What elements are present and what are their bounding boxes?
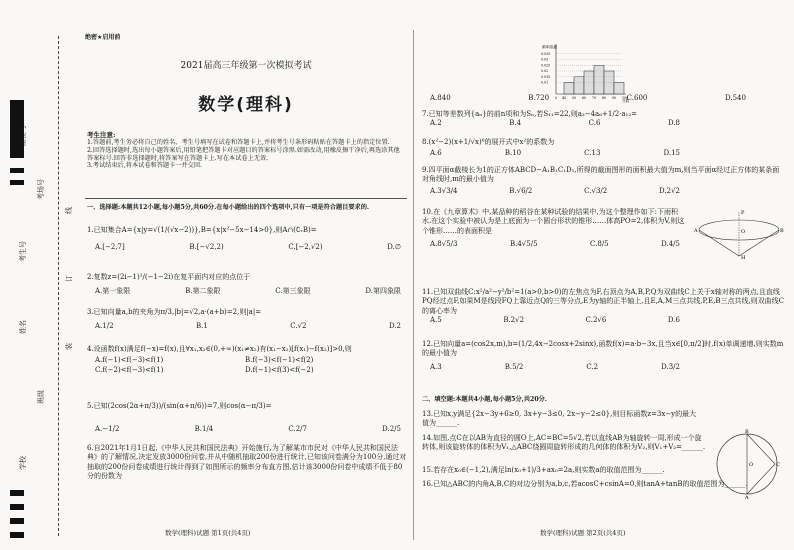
sidebar-label: 班级 — [37, 390, 45, 404]
histogram-bar — [594, 65, 604, 94]
option: B.4√5/5 — [509, 240, 538, 249]
question-14: 14.如图,点C在以AB为直径的圆O上,AC=BC=5√2,若以直线AB为轴旋转一周,形成一个旋转体,则该旋转体的体积为V₁,△ABC绕圆周旋转形成的几何体的体积为V₂,则V₁+V₂=______. — [422, 434, 706, 452]
option: B.f(−3)<f(−1)<f(2) — [245, 356, 314, 365]
y-tick-label: 0.02 — [541, 69, 549, 74]
binding-bar — [10, 180, 24, 185]
option: A.8√5/3 — [430, 240, 458, 249]
x-tick-label: 90 — [612, 96, 617, 100]
option: A.5 — [430, 316, 442, 325]
option: C.2 — [586, 362, 599, 371]
option: A.2 — [430, 119, 442, 128]
option: A.6 — [430, 149, 442, 158]
question-5 — [87, 402, 407, 435]
option: D.2√2 — [659, 186, 680, 195]
option: C.f(−2)<f(−3)<f(1) — [95, 365, 164, 374]
option: B.[−√2,2) — [189, 243, 224, 252]
question-stem: 5.已知(2cos(2α+π/3))/(sin(α+π/6))=7,则cos(α−π/3)= — [87, 402, 272, 410]
sidebar-label: 考生号 — [19, 241, 27, 262]
question-9 — [422, 166, 782, 196]
binding-line — [58, 36, 59, 536]
option: A.−1/2 — [95, 425, 120, 434]
binding-bar — [10, 532, 24, 538]
page-1 — [85, 30, 407, 545]
question-8 — [422, 138, 782, 159]
instruction-item: 1.答题前,考生务必将自己的姓名、考生号填写在试卷和答题卡上,并将考生号条形码粘贴在答题卡上的指定位置. — [87, 139, 390, 146]
x-tick-label: 70 — [592, 96, 597, 100]
histogram-bar — [564, 83, 574, 95]
option: C.8/5 — [590, 240, 609, 249]
question-10 — [422, 208, 687, 250]
question-12 — [422, 340, 787, 372]
option: A.840 — [430, 94, 451, 102]
option: D.f(−1)<f(3)<f(−2) — [245, 365, 314, 374]
label-O: O — [749, 462, 754, 468]
x-tick-label: 80 — [602, 96, 607, 100]
question-16: 16.已知△ABC的内角A,B,C的对边分别为a,b,c,若acosC+csinA=0,则tanA+tanB的取值范围为______. — [422, 480, 748, 488]
binding-bar — [10, 504, 24, 510]
question-4 — [87, 345, 407, 375]
option: D.3/2 — [661, 362, 680, 371]
option: D.4/5 — [661, 240, 680, 249]
binding-mark: 线 — [65, 207, 73, 214]
option: D.2/5 — [382, 425, 401, 434]
question-2 — [87, 273, 407, 297]
option: C.600 — [626, 94, 648, 102]
instruction-item: 2.回答选择题时,选出每小题答案后,用铅笔把答题卡对应题目的答案标号涂黑.如需改动,用橡皮擦干净后,再选涂其他答案标号.回答非选择题时,将答案写在答题卡上.写在本试卷上无效. — [87, 146, 400, 162]
section-heading: 二、填空题:本题共4小题,每小题5分,共20分. — [422, 396, 547, 403]
option: A.3√3/4 — [430, 186, 458, 195]
question-stem: 12.已知向量a=(cos2x,m),b=(1/2,4x−2cosx+2sinx),函数f(x)=a·b−3x,且当x∈[0,π/2]时,f(x)单调递增,则实数m的最小值为 — [422, 340, 784, 358]
exam-title: 2021届高三年级第一次模拟考试 — [180, 61, 312, 71]
label-B: B — [745, 429, 749, 435]
question-15: 15.若存在x₀∈(−1,2),满足ln(x₀+1)/3+ax₀=2a,则实数a的取值范围为______. — [422, 466, 665, 474]
option: A.f(−1)<f(−3)<f(1) — [95, 356, 164, 365]
x-tick-label: 100 — [622, 96, 629, 100]
question-1 — [87, 226, 407, 253]
label-O: O — [741, 229, 746, 235]
option: C.√2 — [290, 322, 307, 331]
label-C: C — [776, 462, 780, 468]
question-13: 13.已知x,y满足{2x−3y+6≥0, 3x+y−3≤0, 2x−y−2≤0},则目标函数z=3x−y的最大值为______. — [422, 410, 697, 428]
option: C.第三象限 — [275, 287, 311, 296]
option: B.第二象限 — [185, 287, 221, 296]
question-stem: 7.已知等差数列{aₙ}的前n项和为Sₙ,若S₁₁=22,则a₃−4a₆+1/2·a₁₂= — [422, 110, 638, 118]
option: B.10 — [504, 149, 522, 158]
question-stem: 4.设函数f(x)满足f(−x)=f(x),且∀x₁,x₂∈(0,+∞)(x₁≠x₂)有(x₁−x₂)[f(x₁)−f(x₂)]>0,则 — [87, 345, 352, 353]
x-tick-label: 60 — [582, 96, 587, 100]
question-11 — [422, 288, 787, 326]
question-stem: 9.四平面α截棱长为1的正方体ABCD−A₁B₁C₁D₁,所得的截面图形的面积最大值为m,则当平面α经过正方体的某条面对角线时,m的最小值为 — [422, 166, 780, 184]
option: B.720 — [528, 94, 550, 102]
y-tick-label: 0.015 — [541, 74, 551, 79]
option: D.第四象限 — [365, 287, 401, 296]
option: C.[−2,√2) — [288, 243, 323, 252]
option: D.6 — [667, 316, 680, 325]
label-A: A — [694, 228, 698, 234]
option: B.5/2 — [504, 362, 524, 371]
option: C.2√6 — [585, 316, 607, 325]
binding-bar — [10, 168, 24, 173]
option: B.1/4 — [194, 425, 214, 434]
y-tick-label: 0.03 — [541, 57, 549, 62]
circle-figure — [712, 428, 782, 500]
question-stem: 1.已知集合A={x|y=√(1/(√x−2))},B={x|x²−5x−14>0},则A∩(∁ᵣB)= — [87, 226, 317, 234]
option: C.6 — [588, 119, 601, 128]
y-tick-label: 0.035 — [541, 51, 551, 56]
option: D.540 — [725, 94, 746, 102]
section-heading: 一、选择题:本题共12小题,每小题5分,共60分.在每小题给出的四个选项中,只有一项是符合题目要求的. — [87, 204, 370, 211]
y-tick-label: 0.01 — [541, 80, 549, 85]
question-stem: 2.复数z=(2i−1)²/(−1−2i)在复平面内对应的点位于 — [87, 273, 251, 281]
instructions-heading: 考生注意: — [87, 131, 116, 139]
page-footer: 数学(理科)试题 第2页(共4页) — [540, 529, 626, 537]
option: A.1/2 — [95, 322, 114, 331]
question-stem: 8.(x²−2)(x+1/√x)⁶的展开式中x²的系数为 — [422, 138, 555, 146]
question-6 — [87, 444, 407, 482]
question-stem: 3.已知向量a,b的夹角为π/3,|b|=√2,a·(a+b)=2,则|a|= — [87, 308, 262, 316]
question-7 — [422, 110, 782, 129]
option: D.2 — [388, 322, 401, 331]
option: C.13 — [584, 149, 601, 158]
option: B.4 — [509, 119, 522, 128]
label-P: P — [741, 210, 745, 216]
option: A.[−2,7] — [95, 243, 125, 252]
instructions — [87, 130, 405, 170]
subject-title: 数学(理科) — [198, 95, 294, 115]
option: A.3 — [430, 362, 442, 371]
option: D.8 — [667, 119, 680, 128]
label-H: H — [741, 255, 746, 260]
binding-mark: 订 — [65, 275, 73, 282]
y-tick-label: 0.025 — [541, 63, 551, 68]
question-stem: 11.已知双曲线C:x²/a²−y²/b²=1(a>0,b>0)的左焦点为F,右顶点为A,B,P,Q为双曲线C上关于x轴对称的两点,且直线PQ经过点F,如果M是线段FQ上靠近点Q的三等分点,E为y轴的正半轴上,且E,A,M三点共线,P,E,B三点共线,则双曲线C的离心率为 — [422, 288, 785, 315]
sidebar-label: 姓名 — [19, 320, 27, 334]
option: B.2√2 — [503, 316, 525, 325]
label-A: A — [745, 495, 749, 500]
binding-mark: 装 — [65, 343, 73, 350]
cone-figure — [692, 208, 787, 260]
histogram-bar — [574, 77, 584, 94]
option: C.2/7 — [288, 425, 307, 434]
option: B.√6/2 — [509, 186, 533, 195]
instruction-item: 3.考试结束后,将本试卷和答题卡一并交回. — [87, 162, 203, 170]
secret-mark: 绝密★启用前 — [85, 34, 121, 41]
histogram-bar — [614, 83, 624, 95]
divider — [85, 198, 407, 199]
y-axis-title: 频率/组距 — [542, 45, 558, 49]
q6-options — [422, 94, 752, 103]
binding-bar — [10, 490, 24, 496]
option: A.第一象限 — [95, 287, 131, 296]
x-tick-label: 40 — [562, 96, 567, 100]
sidebar-label: 考场号 — [37, 179, 45, 200]
label-B: B — [780, 228, 784, 234]
x-tick-label: 0 — [555, 96, 558, 100]
page-footer: 数学(理科)试题 第1页(共4页) — [165, 529, 251, 537]
page-2 — [420, 30, 792, 545]
question-stem: 10.在《九章算术》中,某品种的稻谷在某种试验的结果中,为这个整理作如下:下雨积水.在这个实验中被认为是上底面为一个圆台形状的锥形……体高PO=2,体积为V,则这个锥形……的表面积是 — [422, 208, 685, 235]
option: D.∅ — [387, 243, 401, 252]
question-3 — [87, 308, 407, 332]
question-stem: 6.自2021年1月1日起,《中华人民共和国民法典》开始施行,为了解某市市民对《中华人民共和国民法典》的了解情况,决定发放3000份问卷,并从中随机抽取200份进行统计,已知该问卷满分为100分,通过对抽取的200份问卷成绩进行统计得到了如图所示的频率分布直方图,估计该3000份问卷中成绩不低于80分的份数为 — [87, 444, 407, 481]
x-tick-label: 50 — [572, 96, 577, 100]
sidebar-label: 学校 — [19, 456, 27, 470]
option: C.√3/2 — [584, 186, 608, 195]
sidebar-label: 座位号 — [19, 125, 27, 146]
binding-bar — [10, 518, 24, 524]
x-axis-title: 分数 — [622, 99, 629, 103]
option: B.1 — [195, 322, 208, 331]
page-divider — [413, 30, 414, 540]
option: D.15 — [663, 149, 680, 158]
